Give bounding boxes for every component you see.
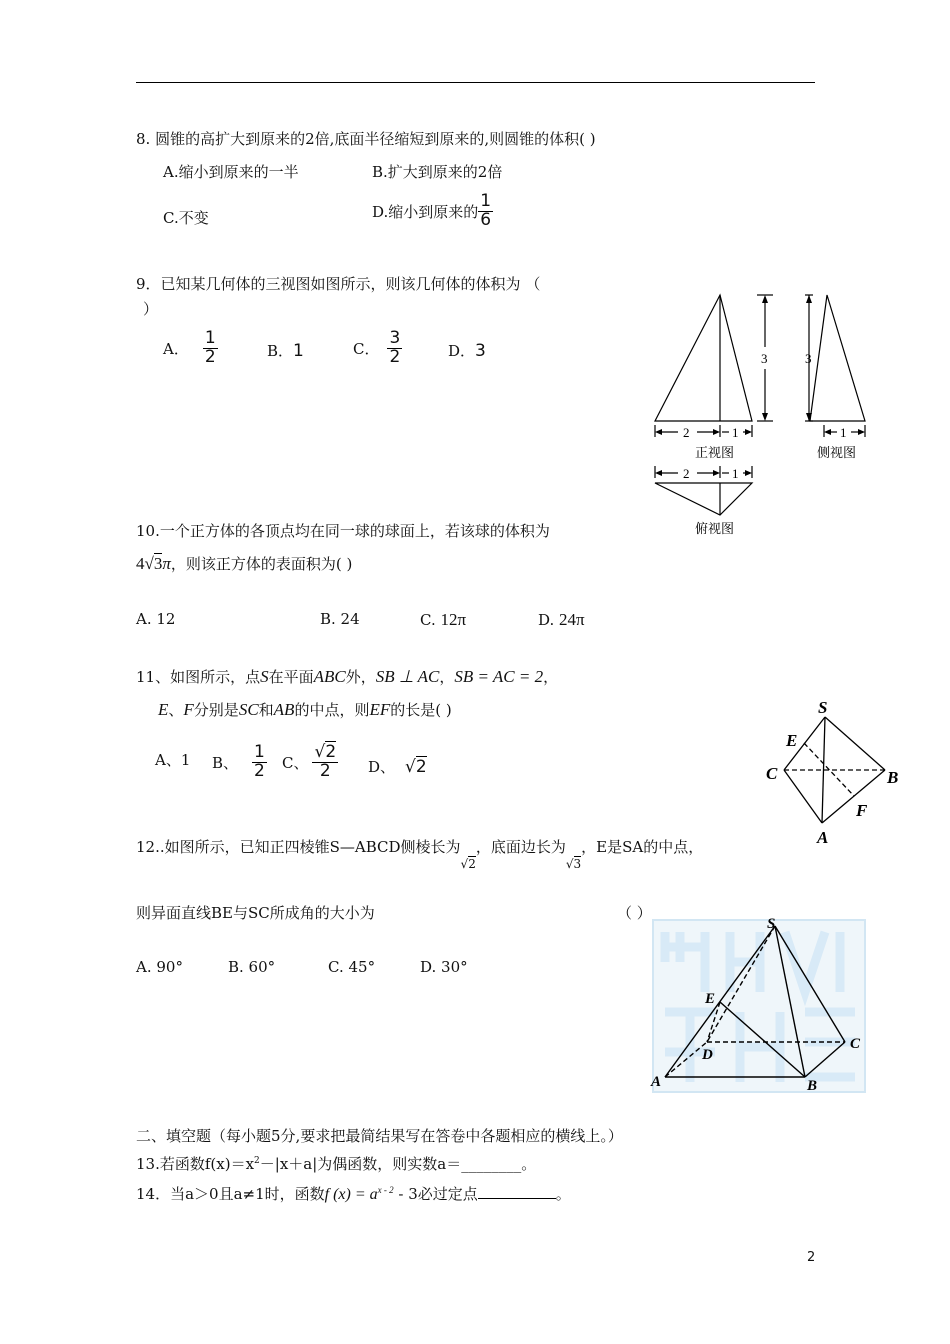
q11-option-a: A、1 (155, 751, 191, 769)
q9-a-den: 2 (204, 346, 216, 367)
q10-stem-2-text: ，则该正方体的表面积为( ) (170, 555, 353, 573)
q14-text-1: 14．当a＞0且a≠1时，函数 (136, 1185, 325, 1203)
q11-label-b: B (887, 768, 899, 787)
q12-text-3: ，E是SA的中点， (581, 838, 704, 856)
q11-option-b (212, 744, 267, 781)
q12-text-1: 12..如图所示，已知正四棱锥S—ABCD侧棱长为 (136, 838, 461, 856)
q10-vol-rad: 3 (153, 554, 163, 573)
q11-b-fraction (252, 744, 267, 781)
q11-point-e: E (158, 700, 169, 719)
q11-text-7: 分别是 (193, 701, 239, 719)
q11-c-num: √2 (314, 742, 337, 762)
q12-stem-2: 则异面直线BE与SC所成角的大小为 (136, 904, 375, 922)
q11-text-9: 的中点，则 (294, 701, 370, 719)
q13-text-2: －|x＋a|为偶函数，则实数a＝________。 (259, 1155, 537, 1173)
q8-option-b: B.扩大到原来的2倍 (372, 163, 503, 181)
q10-option-d (538, 610, 585, 630)
q11-segment-ab: AB (273, 700, 295, 719)
q14-function: f (x) = a (324, 1186, 378, 1203)
q11-text-6: 、 (168, 701, 184, 719)
q12-option-a: A. 90° (136, 958, 183, 976)
q10-d-value: 24π (559, 610, 585, 629)
q9-option-b (267, 340, 304, 361)
q10-stem-2: 4√3π，则该正方体的表面积为( ) (136, 554, 353, 573)
dim-1-front: 1 (732, 425, 739, 440)
q10-option-a: A. 12 (136, 610, 176, 628)
q11-label-s: S (818, 698, 828, 717)
q11-text-4: ， (439, 668, 455, 686)
dim-1-top: 1 (732, 466, 739, 481)
q9-c-den: 2 (389, 346, 401, 367)
q12-option-d: D. 30° (420, 958, 468, 976)
q12-option-c: C. 45° (328, 958, 376, 976)
q11-label-a: A (817, 828, 829, 847)
q11-stem (136, 666, 558, 687)
q11-c-den: 2 (319, 760, 331, 781)
q11-label-f: F (856, 801, 868, 820)
q12-label-b: B (807, 1078, 818, 1094)
q9-d-value: 3 (475, 341, 486, 361)
front-view-triangle (655, 295, 752, 421)
watermark-seal (653, 920, 865, 1092)
q8-option-d-fraction (478, 193, 493, 230)
q14 (136, 1183, 571, 1204)
q9-b-label: B． (267, 342, 294, 360)
q9-c-fraction (387, 330, 402, 367)
q11-text-10: 的长是( ) (390, 701, 452, 719)
q10-c-value: 12π (440, 610, 467, 629)
q8-d-num: 1 (480, 191, 492, 211)
q8-option-c: C.不变 (163, 209, 209, 227)
q11-text-2: 在平面 (268, 668, 314, 686)
q11-c-fraction (312, 744, 338, 781)
q11-option-d: D、 √2 (368, 757, 427, 777)
side-view-triangle (810, 295, 865, 421)
q12-rad-2: 3 (573, 857, 582, 871)
q9-option-a (163, 330, 218, 367)
q11-d-label: D、 (368, 758, 396, 776)
q9-option-c (353, 330, 402, 367)
q13-sup: 2 (254, 1156, 260, 1166)
q9-three-view-figure (645, 285, 875, 540)
q8-stem: 8. 圆锥的高扩大到原来的2倍,底面半径缩短到原来的,则圆锥的体积( ) (136, 130, 596, 148)
q12-option-b: B. 60° (228, 958, 276, 976)
q11-option-c (282, 744, 338, 781)
q11-label-e: E (786, 731, 798, 750)
q9-stem (136, 273, 540, 294)
q8-d-den: 6 (480, 209, 492, 230)
q12-rad-1: 2 (468, 857, 476, 871)
q8-option-a: A.缩小到原来的一半 (163, 163, 299, 181)
dim-2-front: 2 (683, 425, 690, 440)
header-rule (136, 82, 815, 83)
q11-c-label: C、 (282, 753, 309, 772)
q9-stem-close: ） (143, 300, 159, 318)
q9-stem-text: 9．已知某几何体的三视图如图所示，则该几何体的体积为 （ (136, 275, 541, 293)
q9-a-label: A． (163, 339, 189, 358)
page-number: 2 (807, 1250, 816, 1265)
top-view-triangle (655, 483, 752, 515)
q10-option-c (420, 610, 466, 630)
q10-option-b: B. 24 (320, 610, 360, 628)
q12-label-d: D (702, 1047, 713, 1063)
q12-label-c: C (850, 1036, 861, 1052)
q13-text-1: 13.若函数f(x)＝x (136, 1155, 255, 1173)
q8-option-d (372, 193, 493, 230)
q9-d-label: D． (448, 342, 476, 360)
q11-c-rad: 2 (325, 742, 337, 762)
q14-text-3: 。 (555, 1185, 571, 1203)
q8-option-d-text: D.缩小到原来的 (372, 202, 479, 221)
q11-b-den: 2 (254, 760, 265, 781)
q11-point-f: F (183, 700, 194, 719)
q12-label-a: A (651, 1074, 662, 1090)
q10-c-label: C. (420, 611, 436, 629)
q12-answer-paren: （ ） (617, 904, 652, 922)
q11-d-rad: 2 (415, 757, 427, 777)
q10-d-label: D. (538, 611, 555, 629)
q11-text-1: 11、如图所示，点 (136, 668, 261, 686)
q14-text-2: - 3必过定点 (393, 1185, 478, 1203)
q12-label-e: E (705, 991, 716, 1007)
dim-3-front: 3 (761, 351, 768, 366)
front-view-label: 正视图 (695, 445, 735, 460)
q11-plane-abc: ABC (313, 667, 346, 686)
q11-condition-1: SB ⊥ AC (375, 667, 440, 686)
q13 (136, 1153, 536, 1174)
q9-b-value: 1 (293, 341, 304, 361)
q12-figure (645, 912, 870, 1094)
q12-text-2: ，底面边长为 (475, 838, 566, 856)
q11-label-c: C (766, 764, 778, 783)
q11-figure (760, 695, 910, 850)
q11-text-5: ， (543, 668, 559, 686)
section-2-heading: 二、填空题（每小题5分,要求把最简结果写在答卷中各题相应的横线上。） (136, 1127, 623, 1145)
q11-stem-2 (158, 699, 452, 720)
top-view-label: 俯视图 (695, 521, 735, 536)
q14-answer-blank[interactable] (478, 1184, 556, 1199)
q11-segment-ef: EF (369, 700, 391, 719)
q11-segment-sc: SC (238, 700, 259, 719)
q10-vol-pi: π (162, 554, 171, 573)
side-view-label: 侧视图 (817, 445, 857, 460)
q9-c-label: C． (353, 339, 380, 358)
q11-b-label: B、 (212, 753, 239, 772)
q9-c-num: 3 (389, 328, 401, 348)
q10-stem: 10.一个正方体的各顶点均在同一球的球面上，若该球的体积为 (136, 522, 550, 540)
dim-1-side: 1 (840, 425, 847, 440)
q9-option-d (448, 340, 486, 361)
q12-stem: 12..如图所示，已知正四棱锥S—ABCD侧棱长为$_{√2}$，底面边长为$_{√3}$，E是SA的中点， (136, 838, 704, 871)
q11-b-num: 1 (254, 742, 265, 762)
q10-vol-coef: 4 (136, 554, 145, 573)
q14-exponent: x - 2 (377, 1185, 394, 1195)
q9-a-fraction (203, 330, 218, 367)
q9-a-num: 1 (204, 328, 216, 348)
dim-2-top: 2 (683, 466, 690, 481)
q12-label-s: S (767, 916, 776, 932)
q11-text-8: 和 (258, 701, 274, 719)
q11-condition-2: SB = AC = 2 (454, 667, 544, 686)
q11-text-3: 外， (345, 668, 376, 686)
dim-3-side: 3 (805, 351, 812, 366)
q11-point-s: S (260, 667, 269, 686)
